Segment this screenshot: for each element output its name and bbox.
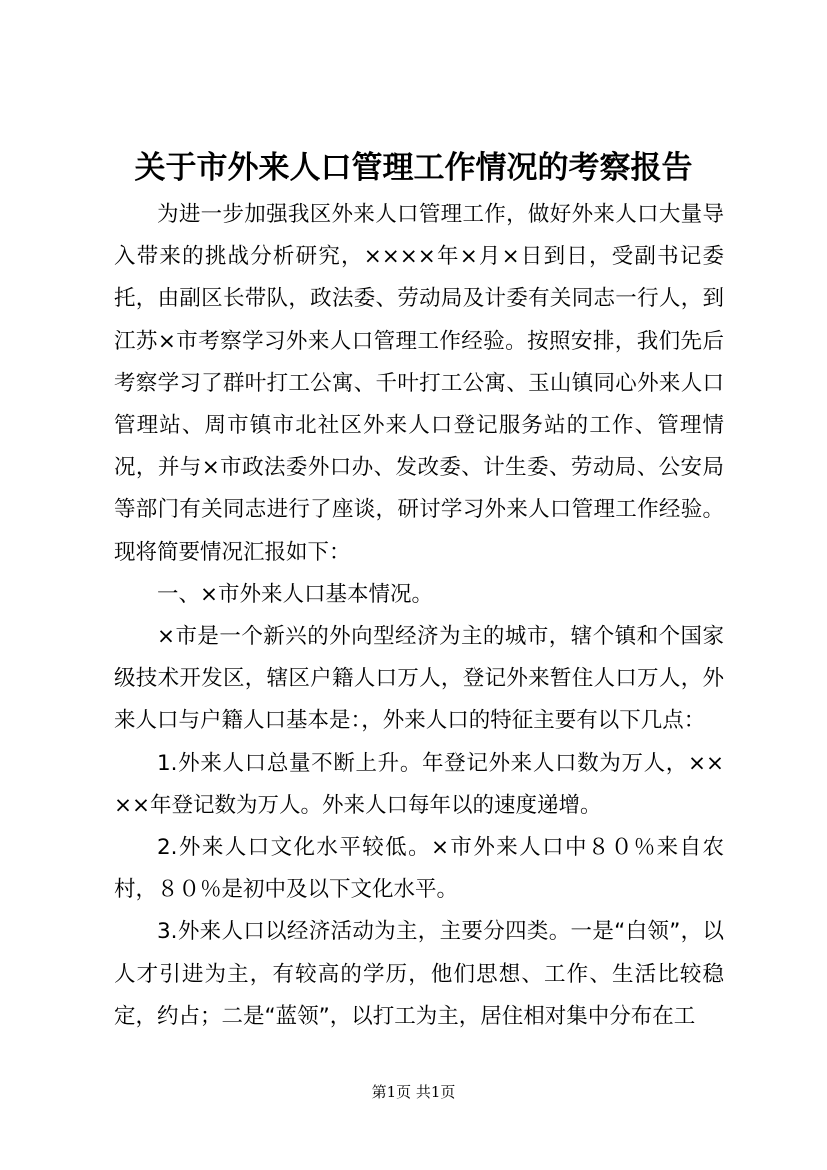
paragraph-section-heading: 一、×市外来人口基本情况。	[157, 581, 434, 607]
paragraph-intro: 为进一步加强我区外来人口管理工作，做好外来人口大量导入带来的挑战分析研究，××××年×月×日到日，受副书记委托，由副区长带队，政法委、劳动局及计委有关同志一行人，到江苏×市考察学习外来人口管理工作经验。按照安排，我们先后考察学习了群叶打工公寓、千叶打工公寓、玉山镇同心外来人口管理站、周市镇市北社区外来人口登记服务站的工作、管理情况，并与×市政法委外口办、发改委、计生委、劳动局、公安局等部门有关同志进行了座谈，研讨学习外来人口管理工作经验。现将简要情况汇报如下：	[114, 202, 724, 565]
document-title: 关于市外来人口管理工作情况的考察报告	[134, 150, 693, 186]
document-body	[114, 194, 724, 1038]
paragraph-city-overview: ×市是一个新兴的外向型经济为主的城市，辖个镇和个国家级技术开发区，辖区户籍人口万人，登记外来暂住人口万人，外来人口与户籍人口基本是：，外来人口的特征主要有以下几点：	[114, 624, 724, 734]
paragraph-point-3: 3.外来人口以经济活动为主，主要分四类。一是“白领”，以人才引进为主，有较高的学历，他们思想、工作、生活比较稳定，约占；二是“蓝领”，以打工为主，居住相对集中分布在工	[114, 919, 724, 1029]
paragraph-point-2: 2.外来人口文化水平较低。×市外来人口中８０％来自农村，８０％是初中及以下文化水平。	[114, 835, 724, 903]
paragraph-point-1: 1.外来人口总量不断上升。年登记外来人口数为万人，××××年登记数为万人。外来人口每年以的速度递增。	[114, 750, 724, 818]
page-footer: 第1页 共1页	[371, 1083, 456, 1101]
